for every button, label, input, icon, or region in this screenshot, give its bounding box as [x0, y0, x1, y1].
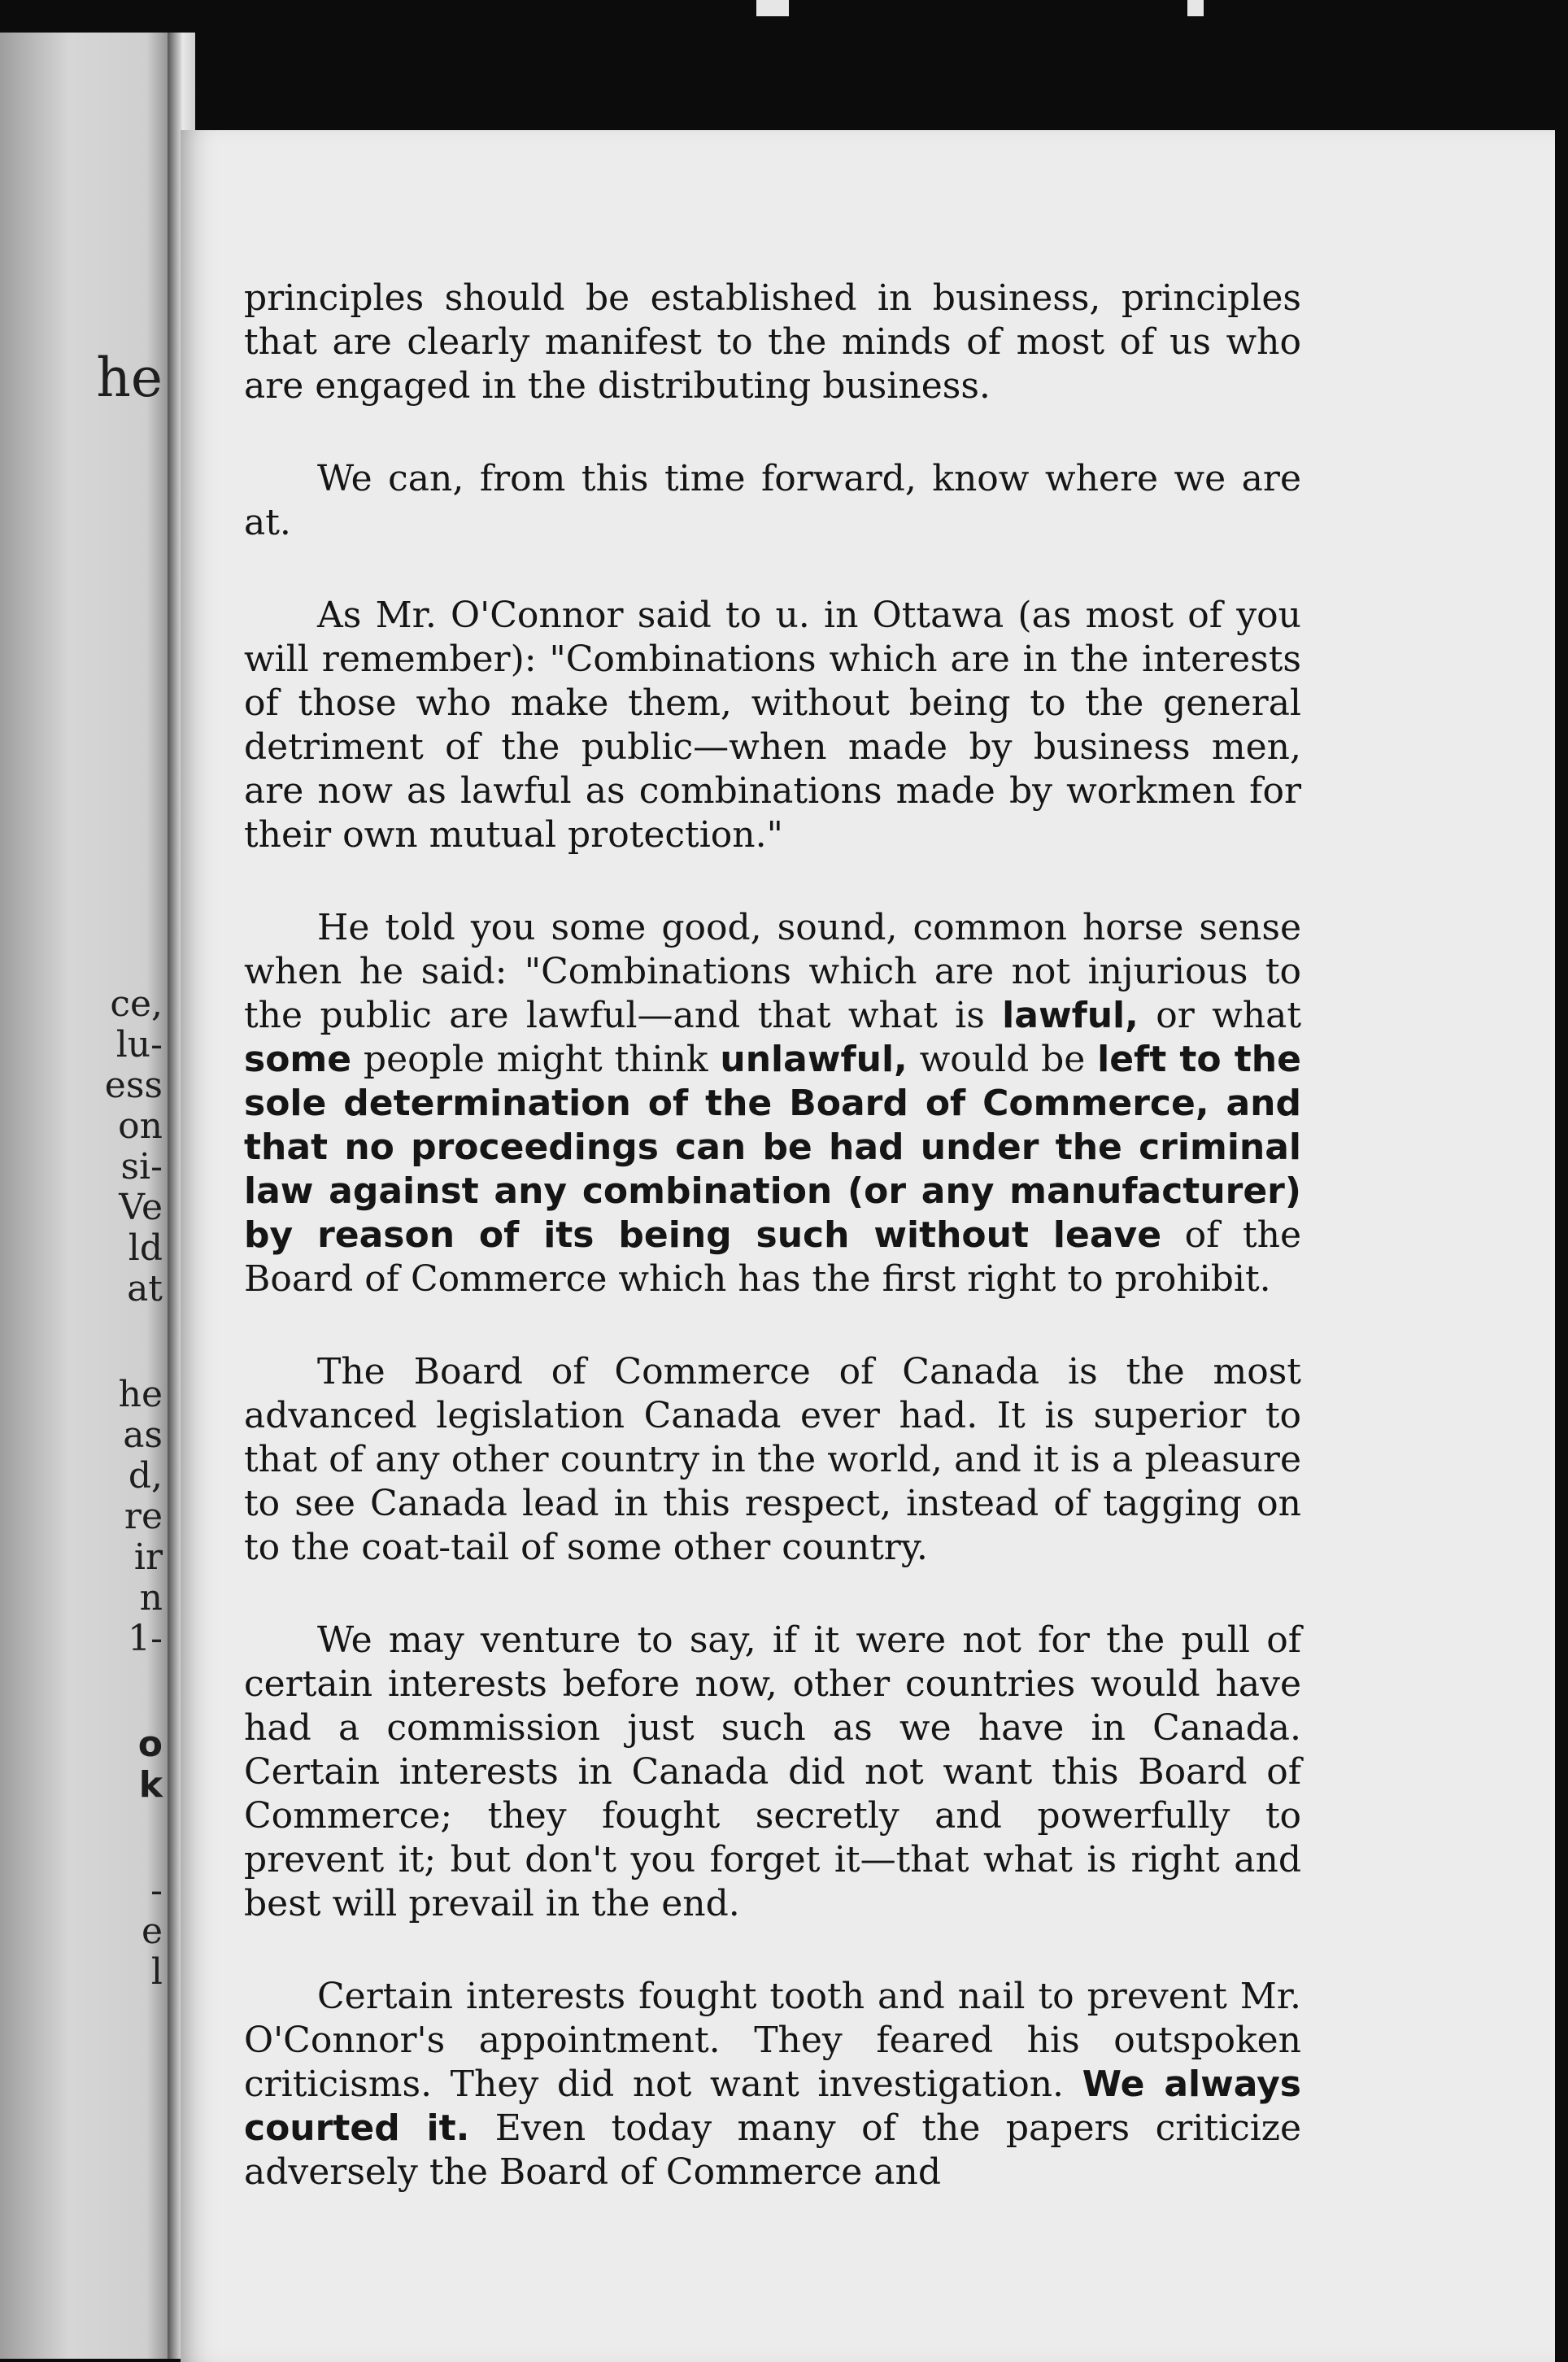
paragraph: [244, 1619, 1301, 1926]
left-page-fragment: k: [138, 1764, 163, 1806]
bold-text-run: unlawful,: [720, 1039, 908, 1080]
paragraph: [244, 1975, 1301, 2194]
text-run: We can, from this time forward, know where we are at.: [244, 458, 1301, 543]
page-text: [244, 277, 1301, 2243]
paragraph: [244, 1350, 1301, 1570]
left-page-fragment: ess: [104, 1065, 163, 1106]
text-run: would be: [907, 1039, 1098, 1080]
left-page-fragment: he: [96, 346, 163, 409]
left-page-fragment: as: [123, 1414, 163, 1456]
text-run: He told you some good, sound, common horse sense when he said: "Combinations which are not injurious to the public are lawful—and that what is: [244, 907, 1301, 1036]
left-page-fragment: ce,: [110, 983, 163, 1025]
left-page-fragment: -: [150, 1870, 163, 1911]
left-page-fragment: n: [139, 1577, 163, 1619]
left-page-fragment: si-: [120, 1146, 163, 1188]
paragraph: [244, 594, 1301, 857]
text-run: The Board of Commerce of Canada is the most advanced legislation Canada ever had. It is superior to that of any other country in the world, and it is a pleasure to see Canada lead in this respect, instead of tagging on to the coat-tail of some other country.: [244, 1351, 1301, 1568]
text-run: people might think: [351, 1039, 721, 1080]
top-edge-mark: [1187, 0, 1204, 16]
left-page-fragment: on: [118, 1105, 163, 1147]
left-page-fragment: d,: [128, 1455, 163, 1497]
bold-text-run: left to the sole determination of the Board of Commerce, and that no proceedings can be had under the criminal law against any combination (or any manufacturer) by reason of its being such without leave: [244, 1039, 1301, 1256]
left-page-fragment: lu-: [115, 1024, 163, 1066]
left-page-fragment: ir: [133, 1536, 163, 1578]
bold-text-run: some: [244, 1039, 352, 1080]
paragraph: [244, 457, 1301, 545]
left-page-fragment: at: [127, 1268, 163, 1310]
bold-text-run: lawful,: [1002, 995, 1139, 1036]
text-run: We may venture to say, if it were not for the pull of certain interests before now, other countries would have had a commission just such as we have in Canada. Certain interests in Canada did not want this Board of Commerce; they fought secretly and powerfully to prevent it; but don't you forget it—that what is right and best will prevail in the end.: [244, 1619, 1301, 1924]
text-run: or what: [1138, 995, 1301, 1036]
text-run: As Mr. O'Connor said to u. in Ottawa (as most of you will remember): "Combinations which are in the interests of those who make them, without being to the general detriment of the public—when made by business men, are now as lawful as combinations made by workmen for their own mutual protection.": [244, 595, 1301, 856]
text-run: Even today many of the papers criticize adversely the Board of Commerce and: [244, 2107, 1302, 2193]
left-page-edge: [0, 33, 172, 2359]
paragraph: [244, 277, 1301, 408]
text-run: principles should be established in business, principles that are clearly manifest to the minds of most of us who are engaged in the distributing business.: [244, 277, 1301, 407]
left-page-fragment: Ve: [119, 1187, 163, 1228]
left-page-fragment: he: [118, 1374, 163, 1415]
text-run: Certain interests fought tooth and nail to prevent Mr. O'Connor's appointment. They feared his outspoken criticisms. They did not want investigation.: [244, 1976, 1301, 2105]
left-page-fragment: ld: [128, 1227, 163, 1269]
paragraph: [244, 906, 1301, 1301]
top-edge-mark: [756, 0, 789, 16]
bold-text-run: We always courted it.: [244, 2063, 1301, 2149]
text-run: of the Board of Commerce which has the first right to prohibit.: [244, 1214, 1301, 1300]
left-page-fragment: o: [137, 1724, 163, 1765]
left-page-fragment: re: [124, 1496, 163, 1537]
left-page-fragment: e: [141, 1911, 163, 1952]
left-page-fragment: 1-: [128, 1618, 163, 1659]
left-page-fragment: l: [150, 1951, 163, 1993]
